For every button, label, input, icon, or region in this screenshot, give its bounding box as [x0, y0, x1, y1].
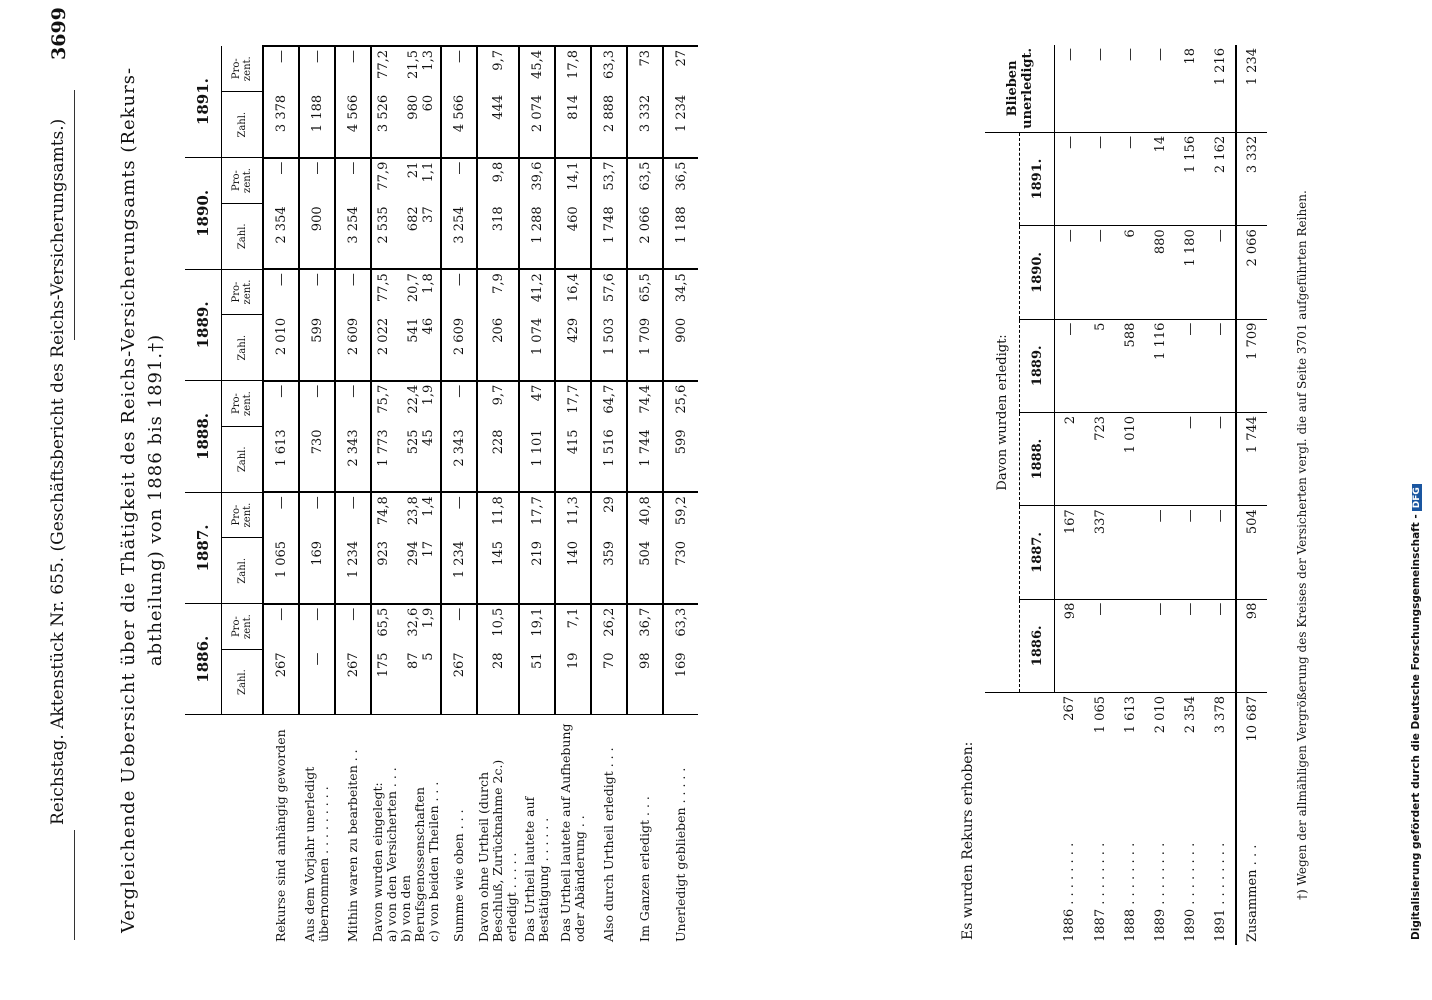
percent-cell: —	[299, 604, 335, 650]
summary-row-label: 1889 . . . . . . . .	[1152, 842, 1168, 942]
dfg-logo: DFG	[1412, 484, 1422, 511]
table-row	[371, 46, 441, 945]
table-row	[591, 46, 627, 945]
percent-cell: —	[335, 158, 371, 204]
summary-value-cell: 1 709	[1236, 319, 1267, 412]
row-label: Summe wie oben . . .	[451, 809, 466, 942]
percent-cell: —	[299, 46, 335, 92]
percent-cell: —	[335, 46, 371, 92]
summary-total-cell: 267	[1062, 696, 1078, 721]
summary-row-label: 1891 . . . . . . . .	[1212, 842, 1228, 942]
count-cell: 4 566	[335, 92, 371, 158]
percent-subheader: Pro- zent.	[222, 604, 264, 650]
year-header-row	[185, 46, 222, 945]
count-cell: 504	[627, 538, 663, 604]
percent-cell: 77,2 21,5 1,3	[371, 46, 441, 92]
percent-cell: 64,7	[591, 381, 627, 427]
summary-row	[1205, 45, 1236, 945]
percent-cell: 11,3	[555, 492, 591, 538]
summary-value-cell	[1115, 506, 1145, 599]
summary-value-cell: 6	[1115, 226, 1145, 319]
summary-year-header: 1891.	[1020, 132, 1055, 225]
percent-cell: 77,5 20,7 1,8	[371, 269, 441, 315]
table-row	[477, 46, 519, 945]
summary-total-header-2	[1020, 693, 1055, 770]
table-row	[519, 46, 555, 945]
summary-value-cell: 5	[1085, 319, 1115, 412]
summary-year-header: 1888.	[1020, 412, 1055, 505]
percent-cell: 73	[627, 46, 663, 92]
percent-cell: 40,8	[627, 492, 663, 538]
year-header: 1889.	[185, 269, 222, 381]
count-cell: 4 566	[441, 92, 477, 158]
count-cell: 1 234	[663, 92, 698, 158]
percent-cell: —	[441, 269, 477, 315]
label-header-cell	[185, 715, 263, 945]
count-subheader: Zahl.	[222, 92, 264, 158]
page-number: 3699	[48, 7, 70, 60]
count-subheader: Zahl.	[222, 315, 264, 381]
count-subheader: Zahl.	[222, 203, 264, 269]
summary-value-cell: 98	[1055, 599, 1086, 692]
percent-cell: 39,6	[519, 158, 555, 204]
count-cell: 2 343	[441, 426, 477, 492]
percent-subheader: Pro- zent.	[222, 492, 264, 538]
percent-cell: 74,8 23,8 1,4	[371, 492, 441, 538]
count-cell: 2 066	[627, 203, 663, 269]
count-cell: —	[299, 649, 335, 714]
year-header: 1890.	[185, 158, 222, 270]
summary-row-label: Zusammen . . .	[1236, 769, 1267, 945]
summary-value-cell: 1 156	[1175, 132, 1205, 225]
percent-cell: 7,1	[555, 604, 591, 650]
summary-caption: Es wurden Rekurs erhoben:	[960, 741, 976, 940]
percent-cell: —	[299, 269, 335, 315]
count-cell: 2 022 541 46	[371, 315, 441, 381]
count-cell: 359	[591, 538, 627, 604]
summary-value-cell: —	[1175, 506, 1205, 599]
count-cell: 444	[477, 92, 519, 158]
summary-row	[1145, 45, 1175, 945]
year-header: 1887.	[185, 492, 222, 604]
percent-cell: 16,4	[555, 269, 591, 315]
count-cell: 1 613	[263, 426, 299, 492]
summary-value-cell: 167	[1055, 506, 1086, 599]
table-title-line-1: Vergleichende Uebersicht über die Thätigkeit des Reichs-Versicherungsamts (Rekurs-	[118, 66, 139, 934]
percent-subheader: Pro- zent.	[222, 158, 264, 204]
count-cell: 2 609	[441, 315, 477, 381]
percent-cell: 75,7 22,4 1,9	[371, 381, 441, 427]
summary-value-cell: —	[1085, 132, 1115, 225]
row-label: Davon wurden eingelegt: a) von den Versicherten . . . b) von den Berufsgenossenschaften c) von beiden Theilen . . .	[370, 767, 441, 942]
summary-year-header: 1886.	[1020, 599, 1055, 692]
count-cell: 2 535 682 37	[371, 203, 441, 269]
summary-row	[1115, 45, 1145, 945]
summary-value-cell: 98	[1236, 599, 1267, 692]
count-cell: 267	[263, 649, 299, 714]
summary-table	[985, 45, 1267, 945]
summary-row-label: 1888 . . . . . . . .	[1122, 842, 1138, 942]
summary-value-cell	[1145, 412, 1175, 505]
percent-cell: —	[263, 492, 299, 538]
footnote: †) Wegen der allmähligen Vergrößerung des Kreises der Versicherten vergl. die auf Seite 3701 aufgeführten Reihen.	[1295, 190, 1309, 900]
percent-cell: 27	[663, 46, 698, 92]
count-cell: 175 87 5	[371, 649, 441, 714]
count-cell: 730	[663, 538, 698, 604]
summary-value-cell: —	[1055, 226, 1086, 319]
row-label: Unerledigt geblieben . . . . .	[672, 767, 688, 942]
summary-total-cell: 3 378	[1212, 696, 1228, 734]
summary-value-cell: 337	[1085, 506, 1115, 599]
summary-row	[1085, 45, 1115, 945]
row-label: Das Urtheil lautete auf Bestätigung . . . . . .	[522, 796, 551, 942]
count-cell: 219	[519, 538, 555, 604]
percent-cell: 9,7	[477, 381, 519, 427]
header-left: Reichstag. Aktenstück Nr. 655. (Geschäftsbericht des Reichs-Versicherungsamts.)	[48, 118, 68, 825]
table-row	[441, 46, 477, 945]
count-cell: 28	[477, 649, 519, 714]
count-cell: 70	[591, 649, 627, 714]
percent-cell: 41,2	[519, 269, 555, 315]
summary-value-cell: —	[1055, 132, 1086, 225]
row-label: Also durch Urtheil erledigt . . .	[601, 747, 616, 942]
percent-cell: 11,8	[477, 492, 519, 538]
count-cell: 2 354	[263, 203, 299, 269]
summary-value-cell: —	[1205, 319, 1236, 412]
percent-cell: 34,5	[663, 269, 698, 315]
count-cell: 2 010	[263, 315, 299, 381]
percent-subheader: Pro- zent.	[222, 269, 264, 315]
summary-header-row-1	[985, 45, 1020, 945]
summary-header-row-2	[1020, 45, 1055, 945]
summary-value-cell	[1115, 599, 1145, 692]
summary-value-cell: 588	[1115, 319, 1145, 412]
percent-cell: 63,3	[591, 46, 627, 92]
count-cell: 730	[299, 426, 335, 492]
percent-cell: 63,5	[627, 158, 663, 204]
percent-cell: —	[441, 158, 477, 204]
count-cell: 1 188	[299, 92, 335, 158]
count-cell: 206	[477, 315, 519, 381]
count-cell: 1 188	[663, 203, 698, 269]
summary-total-cell: 1 613	[1122, 696, 1138, 734]
percent-cell: 45,4	[519, 46, 555, 92]
count-cell: 1 234	[335, 538, 371, 604]
count-cell: 1 748	[591, 203, 627, 269]
summary-value-cell: 2 162	[1205, 132, 1236, 225]
row-label: Mithin waren zu bearbeiten . .	[345, 749, 360, 942]
summary-value-cell: —	[1145, 506, 1175, 599]
header-rule-right	[74, 90, 75, 340]
table-row	[627, 46, 663, 945]
summary-total-header	[985, 693, 1020, 770]
count-cell: 267	[441, 649, 477, 714]
count-cell: 599	[299, 315, 335, 381]
row-label: Rekurse sind anhängig geworden	[273, 729, 288, 942]
percent-cell: —	[263, 269, 299, 315]
summary-open-cell: —	[1115, 45, 1145, 132]
percent-cell: 9,8	[477, 158, 519, 204]
count-cell: 923 294 17	[371, 538, 441, 604]
summary-value-cell: 504	[1236, 506, 1267, 599]
percent-cell: —	[335, 381, 371, 427]
summary-total-cell: 2 010	[1152, 696, 1168, 734]
table-row	[263, 46, 299, 945]
percent-cell: 63,3	[663, 604, 698, 650]
comparison-table	[185, 45, 698, 945]
percent-cell: —	[335, 604, 371, 650]
count-cell: 1 516	[591, 426, 627, 492]
summary-row-label: 1887 . . . . . . . .	[1092, 842, 1108, 942]
percent-subheader: Pro- zent.	[222, 46, 264, 92]
count-cell: 1 288	[519, 203, 555, 269]
count-cell: 51	[519, 649, 555, 714]
percent-cell: 17,7	[519, 492, 555, 538]
summary-value-cell: —	[1205, 506, 1236, 599]
percent-cell: 26,2	[591, 604, 627, 650]
header-rule-left	[74, 830, 75, 940]
percent-cell: 53,7	[591, 158, 627, 204]
percent-cell: 7,9	[477, 269, 519, 315]
count-cell: 1 074	[519, 315, 555, 381]
digitization-watermark	[1410, 484, 1422, 940]
count-cell: 1 709	[627, 315, 663, 381]
summary-blank-header-2	[1020, 769, 1055, 945]
percent-cell: —	[335, 492, 371, 538]
summary-blieben-header: Blieben unerledigt.	[985, 45, 1055, 132]
summary-total-cell: 2 354	[1182, 696, 1198, 734]
table-title-line-2: abtheilung) von 1886 bis 1891.†)	[145, 333, 166, 667]
count-cell: 1 234	[441, 538, 477, 604]
summary-erledigt-header: Davon wurden erledigt:	[985, 132, 1020, 692]
year-header: 1886.	[185, 604, 222, 715]
summary-value-cell: —	[1085, 226, 1115, 319]
summary-year-header: 1889.	[1020, 319, 1055, 412]
year-header: 1888.	[185, 381, 222, 493]
count-cell: 1 744	[627, 426, 663, 492]
summary-row-label: 1890 . . . . . . . .	[1182, 842, 1198, 942]
count-cell: 1 773 525 45	[371, 426, 441, 492]
table-row	[555, 46, 591, 945]
percent-cell: 36,7	[627, 604, 663, 650]
summary-value-cell: 880	[1145, 226, 1175, 319]
count-cell: 460	[555, 203, 591, 269]
summary-value-cell: —	[1175, 412, 1205, 505]
percent-cell: 59,2	[663, 492, 698, 538]
count-cell: 900	[663, 315, 698, 381]
watermark-text: Digitalisierung gefördert durch die Deutsche Forschungsgemeinschaft -	[1410, 514, 1422, 940]
percent-cell: —	[299, 381, 335, 427]
summary-value-cell: 1 180	[1175, 226, 1205, 319]
summary-value-cell: 723	[1085, 412, 1115, 505]
summary-value-cell: 1 010	[1115, 412, 1145, 505]
summary-value-cell: 2 066	[1236, 226, 1267, 319]
count-cell: 2 343	[335, 426, 371, 492]
summary-open-cell: 18	[1175, 45, 1205, 132]
percent-cell: —	[263, 381, 299, 427]
percent-cell: 10,5	[477, 604, 519, 650]
count-cell: 3 254	[441, 203, 477, 269]
table-row	[299, 46, 335, 945]
count-cell: 1 101	[519, 426, 555, 492]
summary-value-cell: —	[1145, 599, 1175, 692]
count-subheader: Zahl.	[222, 538, 264, 604]
percent-cell: 19,1	[519, 604, 555, 650]
table-row	[663, 46, 698, 945]
summary-row-label: 1886 . . . . . . . .	[1062, 842, 1078, 942]
percent-cell: —	[263, 158, 299, 204]
count-subheader: Zahl.	[222, 426, 264, 492]
summary-value-cell: —	[1205, 599, 1236, 692]
count-cell: 599	[663, 426, 698, 492]
summary-value-cell: —	[1175, 599, 1205, 692]
percent-cell: —	[263, 46, 299, 92]
percent-cell: —	[441, 381, 477, 427]
percent-cell: —	[441, 492, 477, 538]
summary-open-cell: —	[1055, 45, 1086, 132]
table-row	[335, 46, 371, 945]
year-header: 1891.	[185, 46, 222, 158]
count-cell: 429	[555, 315, 591, 381]
count-cell: 814	[555, 92, 591, 158]
summary-value-cell: —	[1085, 599, 1115, 692]
count-cell: 2 888	[591, 92, 627, 158]
percent-cell: 17,7	[555, 381, 591, 427]
summary-total-cell: 10 687	[1236, 693, 1267, 770]
summary-value-cell: 14	[1145, 132, 1175, 225]
count-cell: 318	[477, 203, 519, 269]
summary-total-row	[1236, 45, 1267, 945]
summary-open-cell: —	[1145, 45, 1175, 132]
row-label: Das Urtheil lautete auf Aufhebung oder Abänderung . .	[558, 723, 587, 942]
summary-open-cell: 1 216	[1205, 45, 1236, 132]
summary-value-cell: —	[1205, 226, 1236, 319]
count-cell: 1 503	[591, 315, 627, 381]
summary-open-cell: —	[1085, 45, 1115, 132]
count-cell: 267	[335, 649, 371, 714]
summary-row	[1055, 45, 1086, 945]
summary-year-header: 1887.	[1020, 506, 1055, 599]
percent-cell: 57,6	[591, 269, 627, 315]
percent-cell: 36,5	[663, 158, 698, 204]
count-cell: 19	[555, 649, 591, 714]
summary-total-cell: 1 065	[1092, 696, 1108, 734]
row-label: Aus dem Vorjahr unerledigt übernommen . . . . . . . . .	[302, 766, 331, 942]
summary-value-cell: —	[1205, 412, 1236, 505]
summary-value-cell: 3 332	[1236, 132, 1267, 225]
count-cell: 98	[627, 649, 663, 714]
count-cell: 145	[477, 538, 519, 604]
summary-value-cell: —	[1175, 319, 1205, 412]
percent-cell: 77,9 21 1,1	[371, 158, 441, 204]
row-label: Davon ohne Urtheil (durch Beschluß, Zurücknahme 2c.) erledigt . . . . .	[476, 759, 519, 942]
percent-cell: 17,8	[555, 46, 591, 92]
count-subheader: Zahl.	[222, 649, 264, 714]
count-cell: 228	[477, 426, 519, 492]
count-cell: 169	[663, 649, 698, 714]
count-cell: 900	[299, 203, 335, 269]
count-cell: 2 074	[519, 92, 555, 158]
percent-subheader: Pro- zent.	[222, 381, 264, 427]
percent-cell: —	[299, 492, 335, 538]
count-cell: 415	[555, 426, 591, 492]
summary-table-body	[1055, 45, 1268, 945]
summary-value-cell: 1 744	[1236, 412, 1267, 505]
summary-year-header: 1890.	[1020, 226, 1055, 319]
row-label: Im Ganzen erledigt . . .	[637, 796, 652, 942]
summary-open-cell: 1 234	[1236, 45, 1267, 132]
percent-cell: 25,6	[663, 381, 698, 427]
percent-cell: —	[441, 46, 477, 92]
percent-cell: 47	[519, 381, 555, 427]
summary-row	[1175, 45, 1205, 945]
count-cell: 3 254	[335, 203, 371, 269]
percent-cell: —	[299, 158, 335, 204]
count-cell: 3 378	[263, 92, 299, 158]
count-cell: 2 609	[335, 315, 371, 381]
comparison-table-body	[263, 46, 698, 945]
count-cell: 3 332	[627, 92, 663, 158]
summary-value-cell: 2	[1055, 412, 1086, 505]
count-cell: 3 526 980 60	[371, 92, 441, 158]
summary-blank-header	[985, 769, 1020, 945]
summary-value-cell: 1 116	[1145, 319, 1175, 412]
summary-value-cell: —	[1055, 319, 1086, 412]
count-cell: 1 065	[263, 538, 299, 604]
count-cell: 140	[555, 538, 591, 604]
count-cell: 169	[299, 538, 335, 604]
percent-cell: —	[263, 604, 299, 650]
percent-cell: —	[335, 269, 371, 315]
percent-cell: —	[441, 604, 477, 650]
percent-cell: 65,5	[627, 269, 663, 315]
percent-cell: 9,7	[477, 46, 519, 92]
percent-cell: 74,4	[627, 381, 663, 427]
percent-cell: 14,1	[555, 158, 591, 204]
percent-cell: 29	[591, 492, 627, 538]
percent-cell: 65,5 32,6 1,9	[371, 604, 441, 650]
summary-value-cell: —	[1115, 132, 1145, 225]
